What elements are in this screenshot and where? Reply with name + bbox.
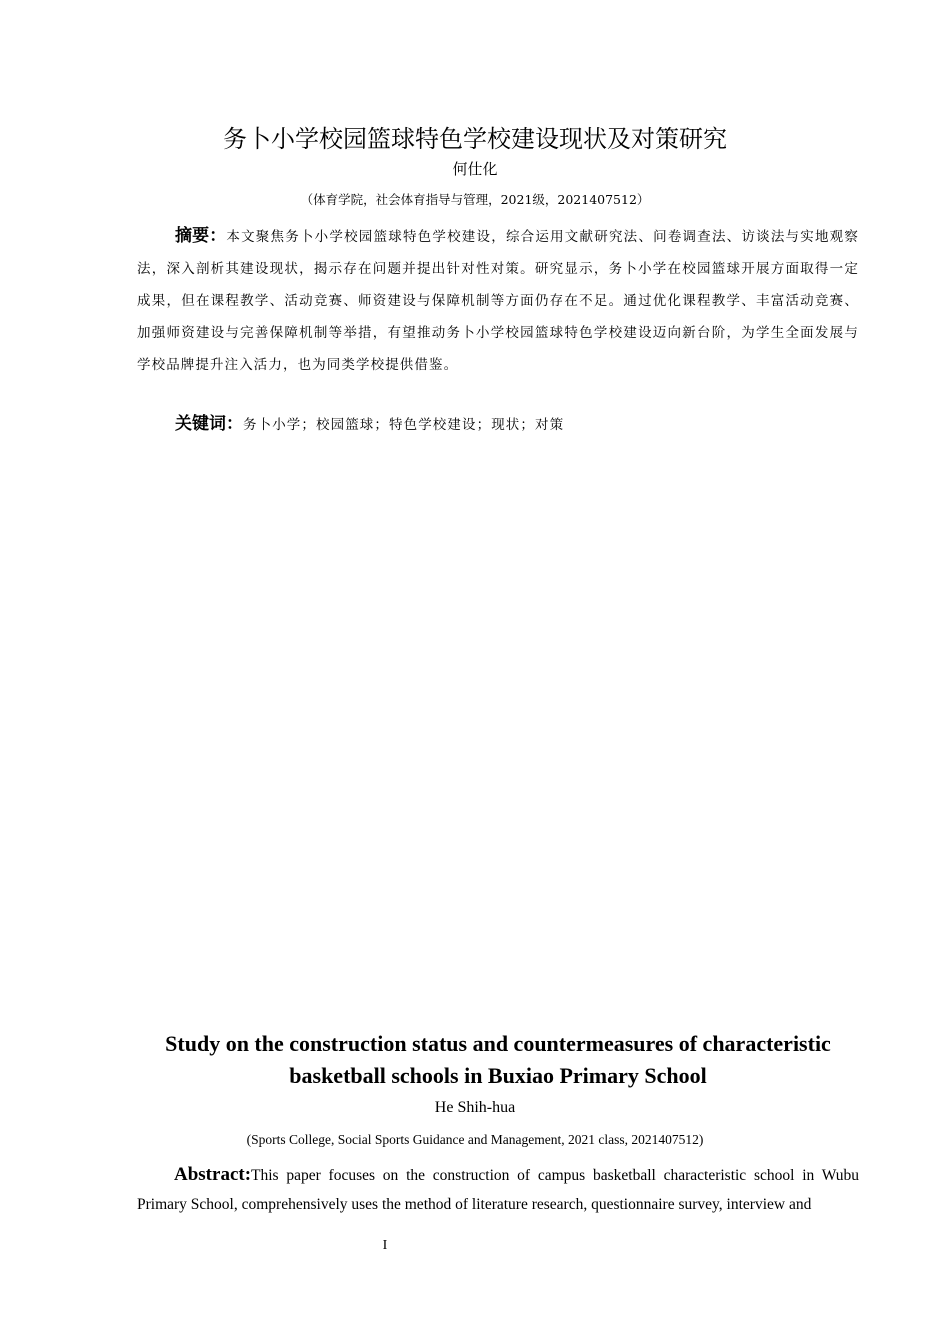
chinese-affiliation: （体育学院，社会体育指导与管理，2021级，2021407512） [300, 192, 650, 207]
english-title: Study on the construction status and countermeasures of characteristic basketball schools in Buxiao Primary School [165, 1031, 831, 1088]
english-abstract [137, 1160, 859, 1219]
chinese-keywords [175, 410, 859, 439]
chinese-abstract-text: 本文聚焦务卜小学校园篮球特色学校建设，综合运用文献研究法、问卷调查法、访谈法与实地观察法，深入剖析其建设现状，揭示存在问题并提出针对性对策。研究显示，务卜小学在校园篮球开展方面取得一定成果，但在课程教学、活动竞赛、师资建设与保障机制等方面仍存在不足。通过优化课程教学、丰富活动竞赛、加强师资建设与完善保障机制等举措，有望推动务卜小学校园篮球特色学校建设迈向新台阶，为学生全面发展与学校品牌提升注入活力，也为同类学校提供借鉴。 [137, 229, 859, 373]
chinese-author: 何仕化 [452, 160, 498, 178]
chinese-abstract-label: 摘要： [175, 226, 227, 246]
chinese-keywords-text: 务卜小学；校园篮球；特色学校建设；现状；对策 [243, 417, 565, 433]
chinese-title: 务卜小学校园篮球特色学校建设现状及对策研究 [223, 125, 727, 153]
page-number: I [382, 1238, 388, 1253]
chinese-keywords-label: 关键词： [175, 414, 243, 434]
chinese-abstract [137, 220, 859, 381]
english-affiliation: (Sports College, Social Sports Guidance and Management, 2021 class, 2021407512) [246, 1132, 704, 1147]
english-abstract-label: Abstract: [174, 1164, 252, 1185]
english-abstract-text: This paper focuses on the construction of campus basketball characteristic school in Wubu Primary School, comprehensively uses the method of literature research, questionnaire survey, interview and [137, 1167, 859, 1213]
english-author: He Shih-hua [434, 1099, 516, 1116]
